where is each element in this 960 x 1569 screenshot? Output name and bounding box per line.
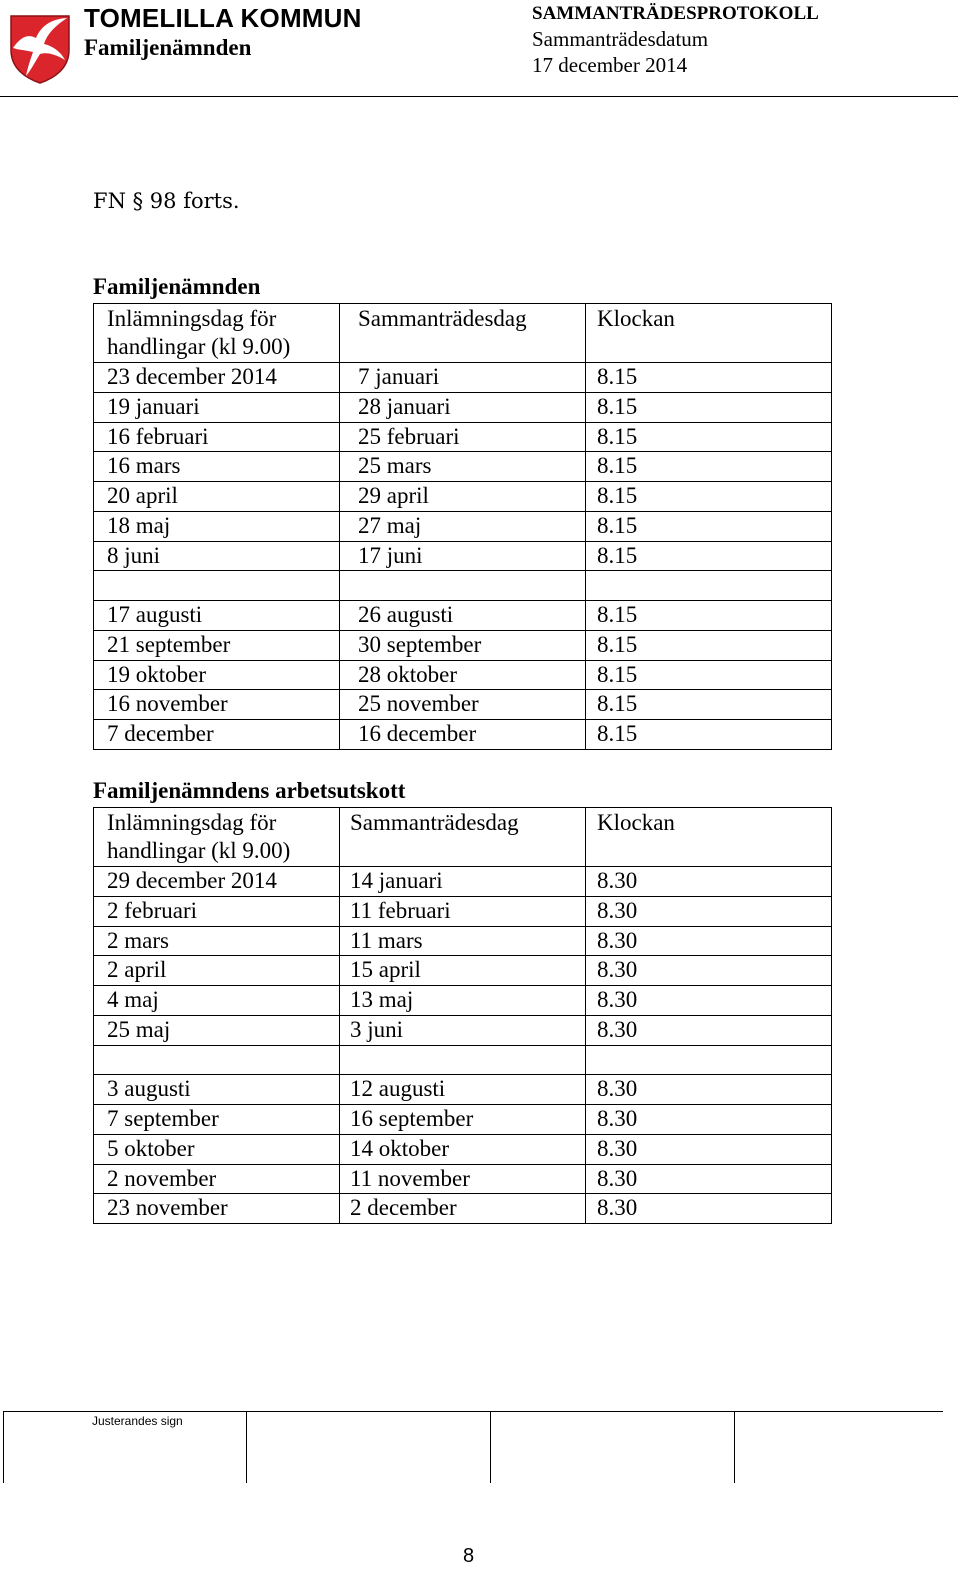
header-divider [0,96,958,97]
signature-box [246,1412,247,1483]
table-row [94,720,832,750]
time-cell: 8.15 [586,660,832,690]
header-meeting-date: Sammanträdesdag [340,304,586,363]
table-row [94,986,832,1016]
submission-date-cell: 17 augusti [94,601,340,631]
meeting-date-cell [340,1045,586,1075]
submission-date-cell: 7 december [94,720,340,750]
table-row [94,392,832,422]
table-row [94,452,832,482]
table-row [94,867,832,897]
submission-date-cell: 19 januari [94,392,340,422]
table-title-familjenamnden: Familjenämnden [93,274,261,299]
table-row [94,1045,832,1075]
meeting-date-cell: 26 augusti [340,601,586,631]
meeting-date-cell: 28 januari [340,392,586,422]
time-cell [586,1045,832,1075]
table-row [94,571,832,601]
table-row [94,690,832,720]
table-row [94,660,832,690]
meeting-date-cell: 3 juni [340,1015,586,1045]
submission-date-cell: 21 september [94,630,340,660]
time-cell: 8.30 [586,1015,832,1045]
time-cell: 8.30 [586,867,832,897]
submission-date-cell: 5 oktober [94,1134,340,1164]
meeting-date-cell: 17 juni [340,541,586,571]
meeting-date-cell [340,571,586,601]
meeting-date-cell: 25 november [340,690,586,720]
signature-label: Justerandes sign [92,1414,183,1428]
table-row [94,541,832,571]
submission-date-cell: 3 augusti [94,1075,340,1105]
department-name: Familjenämnden [84,35,252,60]
page-number: 8 [463,1545,475,1567]
time-cell: 8.15 [586,392,832,422]
meeting-date-cell: 16 september [340,1105,586,1135]
time-cell: 8.30 [586,1134,832,1164]
time-cell: 8.30 [586,896,832,926]
submission-date-cell: 29 december 2014 [94,867,340,897]
submission-date-cell: 2 november [94,1164,340,1194]
time-cell: 8.15 [586,363,832,393]
meeting-date-cell: 29 april [340,482,586,512]
submission-date-cell: 16 mars [94,452,340,482]
meeting-date-cell: 2 december [340,1194,586,1224]
protocol-title: SAMMANTRÄDESPROTOKOLL [532,3,819,24]
schedule-table-familjenamnden [93,303,832,750]
table-row [94,956,832,986]
time-cell: 8.15 [586,601,832,631]
time-cell: 8.15 [586,690,832,720]
submission-date-cell: 20 april [94,482,340,512]
submission-date-cell: 2 mars [94,926,340,956]
header-submission-date: Inlämningsdag för handlingar (kl 9.00) [94,304,340,363]
header-meeting-date: Sammanträdesdag [340,808,586,867]
header-time: Klockan [586,304,832,363]
time-cell [586,571,832,601]
time-cell: 8.15 [586,541,832,571]
submission-date-cell: 16 november [94,690,340,720]
meeting-date-cell: 11 mars [340,926,586,956]
header-time: Klockan [586,808,832,867]
table-row [94,1194,832,1224]
schedule-table-arbetsutskott [93,807,832,1224]
meeting-date-cell: 14 oktober [340,1134,586,1164]
table-header-row [94,304,832,363]
meeting-date-cell: 30 september [340,630,586,660]
time-cell: 8.15 [586,511,832,541]
table-row [94,363,832,393]
time-cell: 8.30 [586,956,832,986]
table-row [94,896,832,926]
meeting-date-cell: 11 november [340,1164,586,1194]
table-row [94,1105,832,1135]
table-row [94,1015,832,1045]
submission-date-cell: 25 maj [94,1015,340,1045]
meeting-date-cell: 27 maj [340,511,586,541]
time-cell: 8.30 [586,1075,832,1105]
submission-date-cell [94,571,340,601]
footer-divider [3,1411,943,1412]
signature-box [490,1412,491,1483]
table-row [94,1134,832,1164]
submission-date-cell: 23 november [94,1194,340,1224]
meeting-date-cell: 13 maj [340,986,586,1016]
table-row [94,926,832,956]
submission-date-cell: 18 maj [94,511,340,541]
municipal-shield-bird-icon [9,14,71,84]
table-title-arbetsutskott: Familjenämndens arbetsutskott [93,778,406,803]
submission-date-cell: 23 december 2014 [94,363,340,393]
time-cell: 8.15 [586,482,832,512]
submission-date-cell: 7 september [94,1105,340,1135]
table-row [94,1164,832,1194]
signature-box [734,1412,735,1483]
meeting-date-cell: 12 augusti [340,1075,586,1105]
meeting-date-label: Sammanträdesdatum [532,27,709,51]
table-row [94,1075,832,1105]
time-cell: 8.30 [586,1194,832,1224]
meeting-date-cell: 16 december [340,720,586,750]
table-row [94,482,832,512]
submission-date-cell: 8 juni [94,541,340,571]
time-cell: 8.30 [586,1105,832,1135]
section-reference: FN § 98 forts. [93,189,240,213]
submission-date-cell [94,1045,340,1075]
time-cell: 8.30 [586,926,832,956]
table-row [94,422,832,452]
time-cell: 8.30 [586,986,832,1016]
organization-name: TOMELILLA KOMMUN [84,3,362,33]
signature-box [3,1412,4,1483]
table-row [94,511,832,541]
submission-date-cell: 4 maj [94,986,340,1016]
submission-date-cell: 16 februari [94,422,340,452]
time-cell: 8.30 [586,1164,832,1194]
table-header-row [94,808,832,867]
meeting-date-cell: 14 januari [340,867,586,897]
meeting-date-cell: 11 februari [340,896,586,926]
meeting-date-cell: 25 februari [340,422,586,452]
meeting-date-cell: 28 oktober [340,660,586,690]
meeting-date-cell: 15 april [340,956,586,986]
meeting-date-value: 17 december 2014 [532,53,688,77]
meeting-date-cell: 25 mars [340,452,586,482]
time-cell: 8.15 [586,630,832,660]
meeting-date-cell: 7 januari [340,363,586,393]
submission-date-cell: 19 oktober [94,660,340,690]
table-row [94,601,832,631]
time-cell: 8.15 [586,422,832,452]
time-cell: 8.15 [586,452,832,482]
submission-date-cell: 2 februari [94,896,340,926]
time-cell: 8.15 [586,720,832,750]
submission-date-cell: 2 april [94,956,340,986]
header-submission-date: Inlämningsdag för handlingar (kl 9.00) [94,808,340,867]
table-row [94,630,832,660]
